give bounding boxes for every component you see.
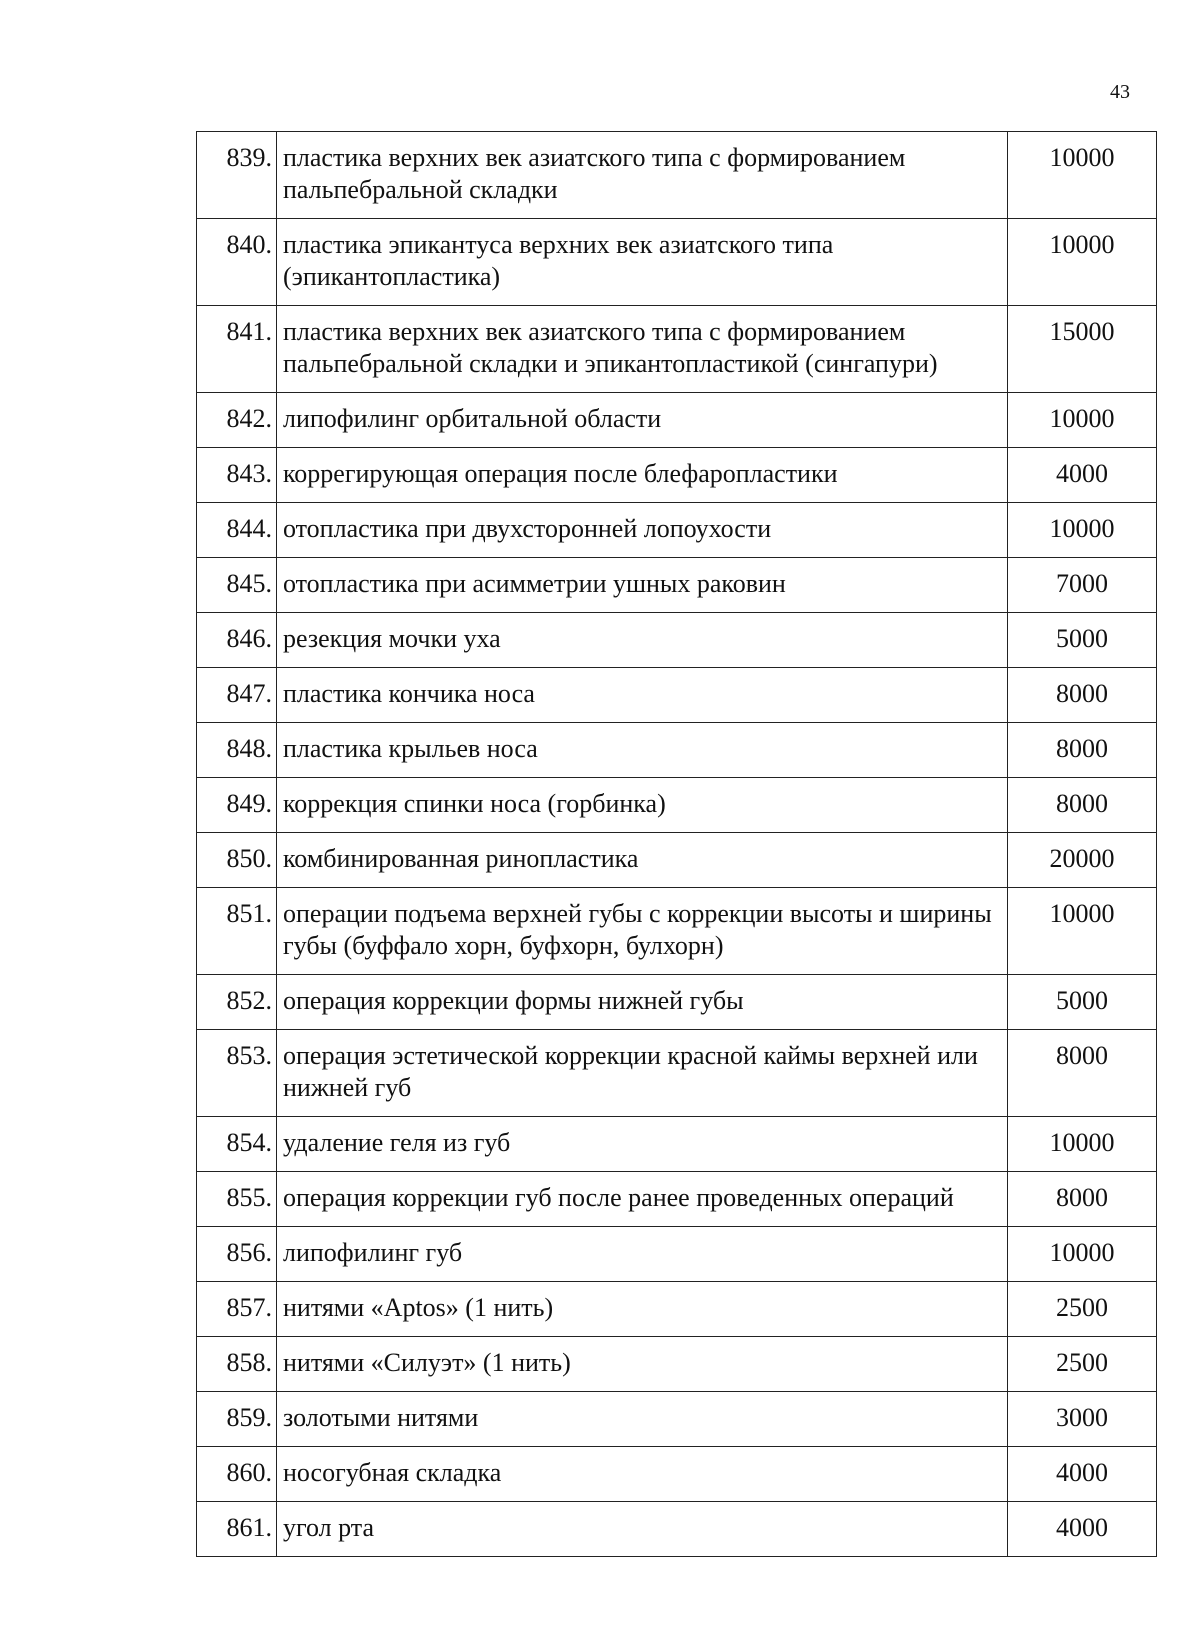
table-row <box>197 975 1157 1030</box>
row-number: 851. <box>197 888 277 975</box>
service-name: операция коррекции формы нижней губы <box>277 975 1008 1030</box>
service-price: 10000 <box>1008 393 1157 448</box>
service-name: пластика кончика носа <box>277 668 1008 723</box>
service-price: 10000 <box>1008 888 1157 975</box>
service-name: золотыми нитями <box>277 1392 1008 1447</box>
table-row <box>197 1282 1157 1337</box>
service-price: 8000 <box>1008 723 1157 778</box>
service-name: комбинированная ринопластика <box>277 833 1008 888</box>
service-price: 10000 <box>1008 132 1157 219</box>
table-row <box>197 888 1157 975</box>
service-price: 8000 <box>1008 1172 1157 1227</box>
service-price: 10000 <box>1008 1117 1157 1172</box>
table-row <box>197 219 1157 306</box>
service-name: операции подъема верхней губы с коррекции высоты и ширины губы (буффало хорн, буфхорн, булхорн) <box>277 888 1008 975</box>
table-row <box>197 833 1157 888</box>
row-number: 847. <box>197 668 277 723</box>
service-name: операция эстетической коррекции красной каймы верхней или нижней губ <box>277 1030 1008 1117</box>
table-row <box>197 1030 1157 1117</box>
row-number: 848. <box>197 723 277 778</box>
table-row <box>197 132 1157 219</box>
row-number: 845. <box>197 558 277 613</box>
service-price: 2500 <box>1008 1337 1157 1392</box>
service-name: пластика верхних век азиатского типа с формированием пальпебральной складки <box>277 132 1008 219</box>
row-number: 853. <box>197 1030 277 1117</box>
row-number: 854. <box>197 1117 277 1172</box>
table-row <box>197 1447 1157 1502</box>
table-body <box>197 132 1157 1557</box>
service-name: удаление геля из губ <box>277 1117 1008 1172</box>
row-number: 849. <box>197 778 277 833</box>
row-number: 840. <box>197 219 277 306</box>
service-name: пластика эпикантуса верхних век азиатского типа (эпикантопластика) <box>277 219 1008 306</box>
table-row <box>197 1227 1157 1282</box>
service-name: пластика крыльев носа <box>277 723 1008 778</box>
table-row <box>197 1337 1157 1392</box>
service-price: 10000 <box>1008 503 1157 558</box>
row-number: 860. <box>197 1447 277 1502</box>
service-name: операция коррекции губ после ранее проведенных операций <box>277 1172 1008 1227</box>
service-name: отопластика при асимметрии ушных раковин <box>277 558 1008 613</box>
service-price: 4000 <box>1008 1447 1157 1502</box>
table-row <box>197 448 1157 503</box>
row-number: 841. <box>197 306 277 393</box>
service-price: 4000 <box>1008 448 1157 503</box>
service-price: 10000 <box>1008 219 1157 306</box>
row-number: 856. <box>197 1227 277 1282</box>
row-number: 844. <box>197 503 277 558</box>
row-number: 857. <box>197 1282 277 1337</box>
service-price: 3000 <box>1008 1392 1157 1447</box>
service-name: резекция мочки уха <box>277 613 1008 668</box>
service-price: 5000 <box>1008 613 1157 668</box>
price-table <box>196 131 1157 1557</box>
row-number: 861. <box>197 1502 277 1557</box>
service-name: нитями «Aptos» (1 нить) <box>277 1282 1008 1337</box>
service-name: отопластика при двухсторонней лопоухости <box>277 503 1008 558</box>
service-name: носогубная складка <box>277 1447 1008 1502</box>
service-price: 8000 <box>1008 1030 1157 1117</box>
row-number: 858. <box>197 1337 277 1392</box>
service-price: 8000 <box>1008 778 1157 833</box>
table-row <box>197 306 1157 393</box>
row-number: 855. <box>197 1172 277 1227</box>
service-name: нитями «Силуэт» (1 нить) <box>277 1337 1008 1392</box>
row-number: 859. <box>197 1392 277 1447</box>
table-row <box>197 393 1157 448</box>
row-number: 850. <box>197 833 277 888</box>
service-price: 2500 <box>1008 1282 1157 1337</box>
table-row <box>197 1117 1157 1172</box>
row-number: 842. <box>197 393 277 448</box>
table-row <box>197 668 1157 723</box>
row-number: 852. <box>197 975 277 1030</box>
service-name: липофилинг губ <box>277 1227 1008 1282</box>
row-number: 839. <box>197 132 277 219</box>
table-row <box>197 558 1157 613</box>
service-price: 20000 <box>1008 833 1157 888</box>
row-number: 843. <box>197 448 277 503</box>
table-row <box>197 1502 1157 1557</box>
service-price: 10000 <box>1008 1227 1157 1282</box>
service-name: угол рта <box>277 1502 1008 1557</box>
table-row <box>197 613 1157 668</box>
service-price: 15000 <box>1008 306 1157 393</box>
service-name: коррекция спинки носа (горбинка) <box>277 778 1008 833</box>
service-price: 8000 <box>1008 668 1157 723</box>
row-number: 846. <box>197 613 277 668</box>
service-price: 5000 <box>1008 975 1157 1030</box>
table-row <box>197 503 1157 558</box>
service-price: 7000 <box>1008 558 1157 613</box>
table-row <box>197 723 1157 778</box>
service-name: пластика верхних век азиатского типа с формированием пальпебральной складки и эпикантопластикой (сингапури) <box>277 306 1008 393</box>
table-row <box>197 1172 1157 1227</box>
table-row <box>197 778 1157 833</box>
service-name: коррегирующая операция после блефаропластики <box>277 448 1008 503</box>
service-name: липофилинг орбитальной области <box>277 393 1008 448</box>
table-row <box>197 1392 1157 1447</box>
service-price: 4000 <box>1008 1502 1157 1557</box>
page-number: 43 <box>1110 81 1130 103</box>
